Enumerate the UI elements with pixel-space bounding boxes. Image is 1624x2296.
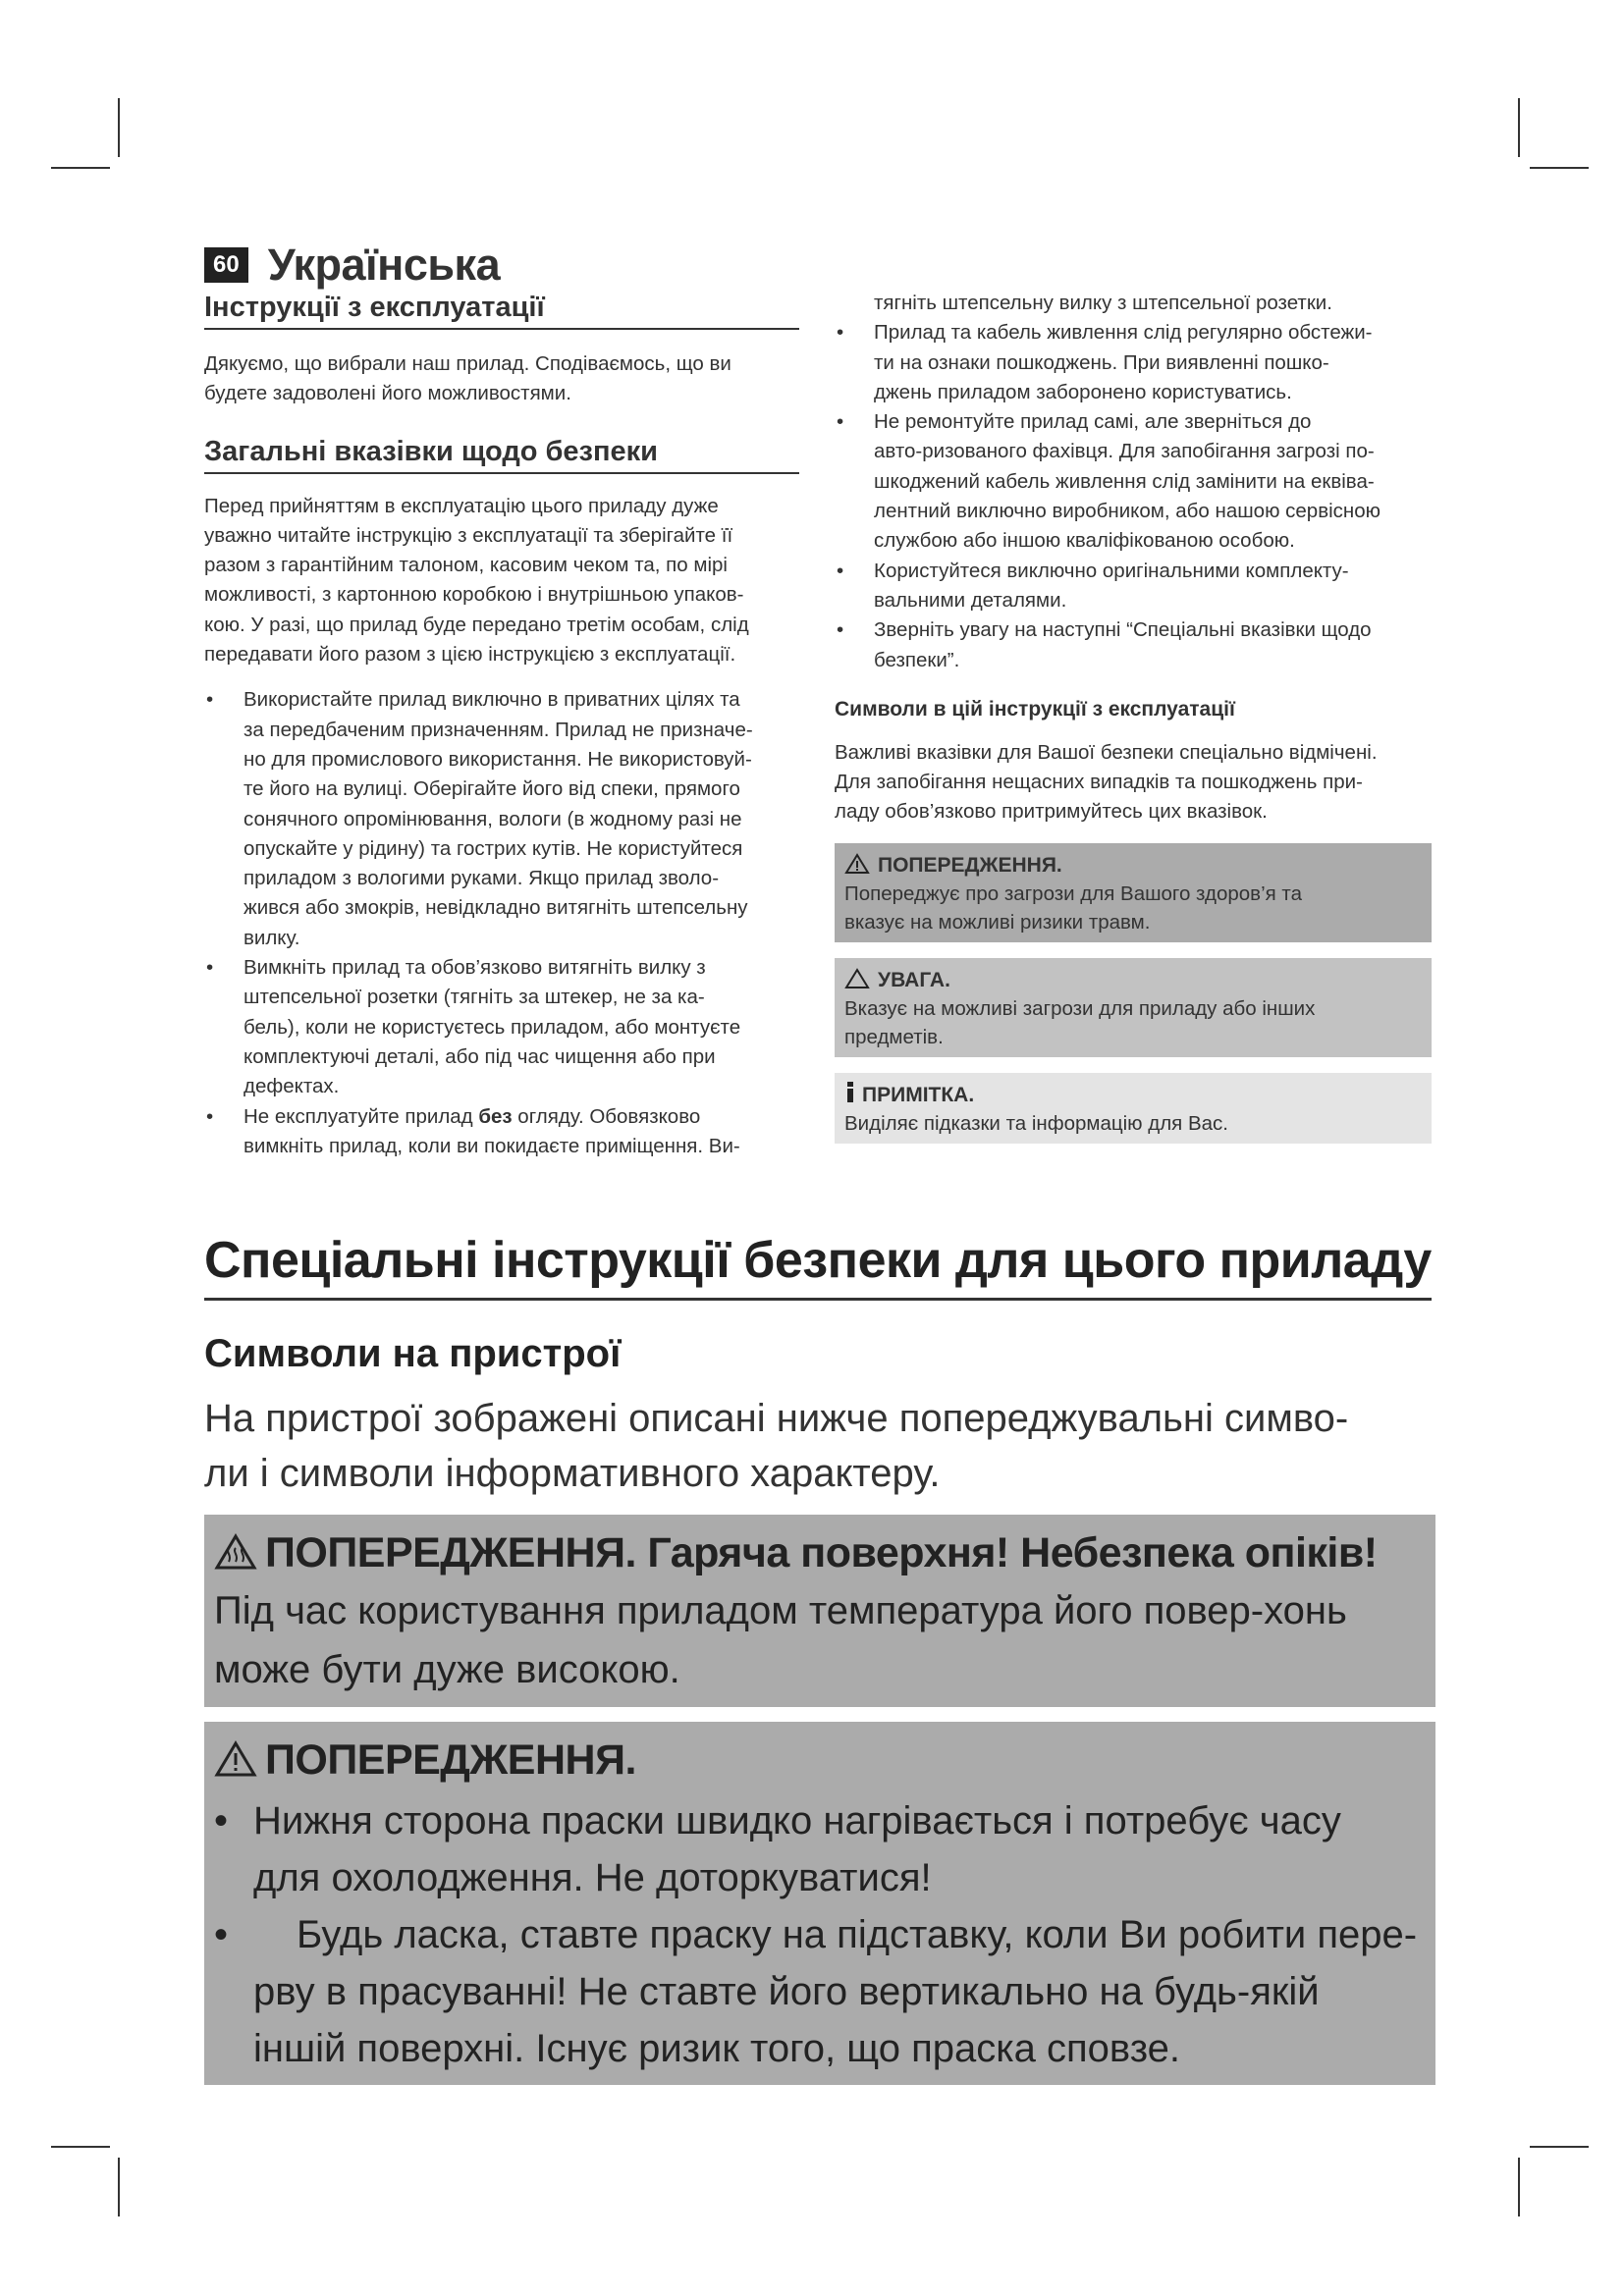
right-column	[835, 289, 1432, 1159]
crop-mark	[1518, 2158, 1520, 2216]
hot-surface-warning-box	[204, 1515, 1435, 1707]
symbols-subtitle: Символи в цій інструкції з експлуатації	[835, 697, 1235, 721]
instructions-title: Інструкції з експлуатації	[204, 291, 799, 330]
caution-box: УВАГА. Вказує на можливі загрози для приладу або інших предметів.	[835, 958, 1432, 1057]
info-icon	[844, 1081, 856, 1104]
warning-box: ПОПЕРЕДЖЕННЯ. Попереджує про загрози для Вашого здоров’я та вказує на можливі ризики травм.	[835, 843, 1432, 942]
list-item: • Нижня сторона праски швидко нагрівається і потребує часу для охолодження. Не доторкуватися!	[214, 1799, 1341, 1899]
hot-surface-warning-icon	[214, 1533, 257, 1571]
continued-text: тягніть штепсельну вилку з штепсельної розетки.	[874, 292, 1332, 314]
crop-mark	[118, 2158, 120, 2216]
safety-title: Загальні вказівки щодо безпеки	[204, 435, 799, 474]
hot-surface-warning-text: Під час користування приладом температура його повер-хонь може бути дуже високою.	[214, 1589, 1347, 1691]
list-item: • Не ремонтуйте прилад самі, але зверніться до авто-ризованого фахівця. Для запобігання загрозі по- шкоджений кабель живлення слід замінити на еквіва- лентний виключно виробником, або нашою сервісною службою або іншою кваліфікованою особою.	[837, 410, 1380, 553]
crop-mark	[51, 167, 110, 169]
left-column	[204, 291, 799, 1161]
device-symbols-text: На пристрої зображені описані нижче попереджувальні симво- ли і символи інформативного характеру.	[204, 1397, 1349, 1495]
thanks-text: Дякуємо, що вибрали наш прилад. Сподіваємось, що ви будете задоволені його можливостями.	[204, 352, 731, 405]
iron-warning-box	[204, 1722, 1435, 2085]
page-number: 60	[204, 247, 248, 283]
symbols-text: Важливі вказівки для Вашої безпеки спеціально відмічені. Для запобігання нещасних випадків та пошкоджень при- ладу обов’язково притримуйтесь цих вказівок.	[835, 740, 1378, 824]
hot-surface-warning-title: ПОПЕРЕДЖЕННЯ. Гаряча поверхня! Небезпека опіків!	[265, 1529, 1378, 1576]
section-title: Спеціальні інструкції безпеки для цього приладу	[204, 1231, 1432, 1301]
list-item: • Користуйтеся виключно оригінальними комплекту- вальними деталями.	[837, 559, 1349, 612]
warning-triangle-icon	[214, 1740, 257, 1778]
language-title: Українська	[267, 240, 501, 290]
intro-text: Перед прийняттям в експлуатацію цього приладу дуже уважно читайте інструкцію з експлуатації та зберігайте її разом з гарантійним талоном, касовим чеком та, по мірі можливості, з картонною коробкою і внутрішньою упаков- кою. У разі, що прилад буде передано третім особам, слід передавати його разом з цією інструкцією з експлуатації.	[204, 494, 749, 667]
list-item: • Не експлуатуйте прилад без огляду. Обовязково вимкніть прилад, коли ви покидаєте приміщення. Ви-	[206, 1104, 740, 1157]
warning-triangle-icon	[844, 853, 870, 875]
caution-triangle-icon	[844, 968, 870, 989]
list-item: • Будь ласка, ставте праску на підставку, коли Ви робити пере- рву в прасуванні! Не ставте його вертикально на будь-якій іншій поверхні. Існує ризик того, що праска сповзе.	[214, 1913, 1418, 2070]
page-header	[204, 240, 500, 291]
crop-mark	[1530, 167, 1589, 169]
device-symbols-title: Символи на пристрої	[204, 1332, 622, 1375]
crop-mark	[118, 98, 120, 157]
list-item: • Використайте прилад виключно в приватних цілях та за передбаченим призначенням. Прилад не призначе- но для промислового використання. Не використовуй- те його на вулиці. Оберігайте його від спеки, прямого сонячного опромінювання, вологи (в жодному разі не опускайте у рідину) та гострих кутів. Не користуйтеся приладом з вологими руками. Якщо прилад зволо- жився або змокрів, невідкладно витягніть штепсельну вилку.	[206, 688, 753, 949]
crop-mark	[51, 2146, 110, 2148]
iron-warning-title: ПОПЕРЕДЖЕННЯ.	[265, 1736, 636, 1784]
special-instructions-section	[204, 1231, 1432, 1501]
list-item: • Вимкніть прилад та обов’язково витягніть вилку з штепсельної розетки (тягніть за штекер, не за ка- бель), коли не користуєтесь приладом, або монтуєте комплектуючі деталі, або під час чищення або при дефектах.	[206, 956, 741, 1098]
crop-mark	[1530, 2146, 1589, 2148]
crop-mark	[1518, 98, 1520, 157]
list-item: • Прилад та кабель живлення слід регулярно обстежи- ти на ознаки пошкоджень. При виявленні пошко- джень приладом заборонено користуватись.	[837, 321, 1373, 403]
list-item: • Зверніть увагу на наступні “Спеціальні вказівки щодо безпеки”.	[837, 618, 1372, 671]
note-box: ПРИМІТКА. Виділяє підказки та інформацію для Вас.	[835, 1073, 1432, 1144]
